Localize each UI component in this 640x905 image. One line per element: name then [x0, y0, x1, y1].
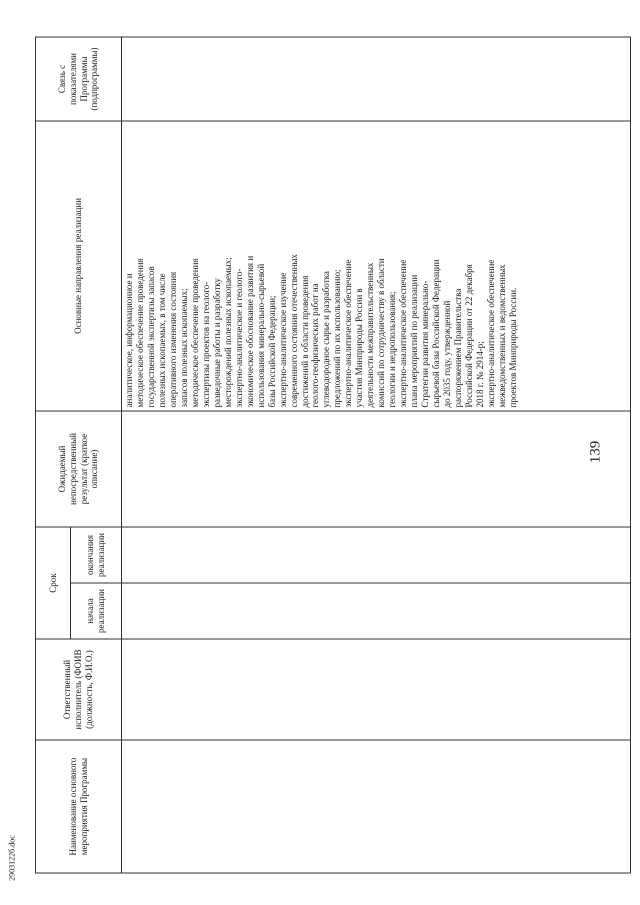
- directions-line: базы Российской Федерации;: [266, 295, 277, 408]
- directions-line: Стратегии развития минерально-: [420, 280, 431, 408]
- directions-line: комиссий по сотрудничеству в области: [376, 258, 387, 408]
- directions-line: современного состояния отечественных: [288, 254, 299, 408]
- header-term-start: начала реализации: [71, 583, 122, 639]
- directions-line: сырьевой базы Российской Федерации: [431, 259, 442, 408]
- directions-line: геолого-геофизических работ на: [310, 283, 321, 408]
- directions-line: плана мероприятий по реализации: [409, 274, 420, 408]
- header-indicators: Связь с показателями Программы (подпрограммы): [36, 37, 122, 121]
- directions-line: распоряжением Правительства: [453, 288, 464, 408]
- cell-directions: [122, 121, 631, 411]
- directions-line: оперативного изменения состояния: [167, 271, 178, 408]
- cell-indicators: [122, 37, 631, 121]
- directions-line: углеводородное сырье и разработка: [321, 271, 332, 408]
- directions-line: деятельности межправительственных: [365, 262, 376, 408]
- directions-line: запасов полезных ископаемых;: [178, 288, 189, 408]
- directions-line: экспертно-аналитическое изучение: [277, 272, 288, 408]
- directions-line: геологии и недропользования;: [387, 291, 398, 408]
- cell-activity-name: [122, 740, 631, 873]
- header-directions: Основные направления реализации: [36, 121, 122, 411]
- directions-line: проектов Минприроды России.: [507, 287, 518, 408]
- directions-line: полезных ископаемых, в том числе: [156, 273, 167, 408]
- directions-line: использования минерально-сырьевой: [255, 263, 266, 408]
- directions-line: аналитическое, информационное и: [124, 273, 134, 408]
- header-activity-name: Наименование основного мероприятия Программы: [36, 740, 122, 873]
- table-row: [122, 37, 631, 873]
- directions-line: государственной экспертизы запасов: [145, 266, 156, 408]
- directions-line: достижений в области проведения: [299, 275, 310, 408]
- cell-executor: [122, 639, 631, 740]
- directions-line: экспертно-аналитическое и геолого-: [233, 268, 244, 408]
- header-term-end: окончания реализации: [71, 527, 122, 583]
- page-number: 139: [587, 440, 604, 464]
- header-term: Срок: [36, 527, 71, 639]
- directions-line: предложений по их использованию;: [332, 269, 343, 408]
- document-file-id: 2903122б.doc: [7, 835, 17, 881]
- directions-line: экспертизы проектов на геолого-: [200, 281, 211, 408]
- directions-line: межведомственных и ведомственных: [496, 264, 507, 408]
- directions-line: методическое обеспечение проведения: [134, 258, 145, 408]
- cell-term-end: [122, 527, 631, 583]
- cell-term-start: [122, 583, 631, 639]
- directions-line: экспертно-аналитическое обеспечение: [485, 259, 496, 408]
- directions-line: разведочные работы и разработку: [211, 277, 222, 408]
- cell-expected-result: [122, 411, 631, 527]
- directions-line: до 2035 году, утвержденной: [442, 300, 453, 408]
- header-executor: Ответственный исполнитель (ФОИВ (должность, Ф.И.О.): [36, 639, 122, 740]
- directions-line: 2018 г. № 2914-р;: [475, 341, 485, 408]
- directions-line: экономическое обоснование развития и: [244, 255, 255, 408]
- directions-line: методическое обеспечение проведения: [189, 258, 200, 408]
- directions-line: участия Минприроды России в: [354, 288, 365, 408]
- program-activities-table: [35, 36, 631, 873]
- directions-line: экспертно-аналитическое обеспечение: [343, 259, 354, 408]
- directions-line: Российской Федерации от 22 декабря: [464, 264, 475, 408]
- directions-line: экспертно-аналитическое обеспечение: [398, 259, 409, 408]
- directions-line: месторождений полезных ископаемых;: [222, 257, 233, 408]
- header-expected-result: Ожидаемый непосредственный результат (краткое описание): [36, 411, 122, 527]
